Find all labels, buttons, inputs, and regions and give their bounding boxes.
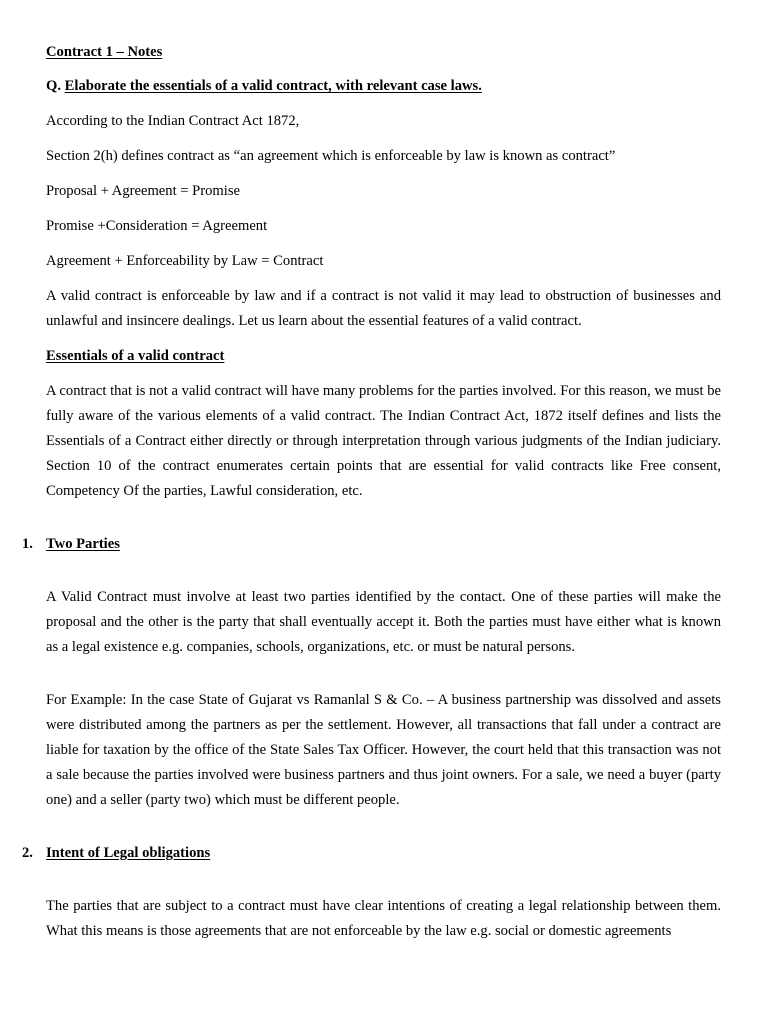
question-heading [46, 78, 482, 95]
question-text: Elaborate the essentials of a valid contract, with relevant case laws. [64, 78, 482, 94]
section-1-number: 1. [22, 536, 33, 552]
heading-essentials: Essentials of a valid contract [46, 348, 225, 364]
section-1-paragraph: A Valid Contract must involve at least two parties identified by the contact. One of these parties will make the proposal and the other is the party that shall eventually accept it. Both the parties must have either what is known as a legal existence e.g. companies, schools, organizations, etc. or must be natural persons. [46, 589, 721, 655]
section-2-paragraph: The parties that are subject to a contract must have clear intentions of creating a legal relationship between them. What this means is those agreements that are not enforceable by the law e.g. social or domestic agreements [46, 898, 721, 939]
document-title: Contract 1 – Notes [46, 44, 163, 60]
section-1-example-paragraph: For Example: In the case State of Gujarat vs Ramanlal S & Co. – A business partnership was dissolved and assets were distributed among the partners as per the settlement. However, all transactions that fall under a contract are liable for taxation by the office of the State Sales Tax Officer. However, the court held that this transaction was not a sale because the parties involved were business partners and thus joint owners. For a sale, we need a buyer (party one) and a seller (party two) which must be different people. [46, 692, 721, 808]
section-1-title: Two Parties [46, 536, 120, 552]
equation-promise: Proposal + Agreement = Promise [46, 183, 240, 199]
paragraph-essentials: A contract that is not a valid contract will have many problems for the parties involved. For this reason, we must be fully aware of the various elements of a valid contract. The Indian Contract Act, 1872 itself defines and lists the Essentials of a Contract either directly or through interpretation through various judgments of the Indian judiciary. Section 10 of the contract enumerates certain points that are essential for valid contracts like Free consent, Competency Of the parties, Lawful consideration, etc. [46, 383, 721, 499]
paragraph-valid-contract: A valid contract is enforceable by law and if a contract is not valid it may lead to obstruction of businesses and unlawful and insincere dealings. Let us learn about the essential features of a valid contract. [46, 288, 721, 329]
equation-agreement: Promise +Consideration = Agreement [46, 218, 268, 234]
paragraph-act: According to the Indian Contract Act 1872, [46, 113, 300, 129]
section-2-title: Intent of Legal obligations [46, 845, 211, 861]
section-2-number: 2. [22, 845, 33, 861]
equation-contract: Agreement + Enforceability by Law = Contract [46, 253, 324, 269]
paragraph-section-definition: Section 2(h) defines contract as “an agreement which is enforceable by law is known as contract” [46, 148, 616, 164]
question-prefix: Q. [46, 78, 61, 94]
